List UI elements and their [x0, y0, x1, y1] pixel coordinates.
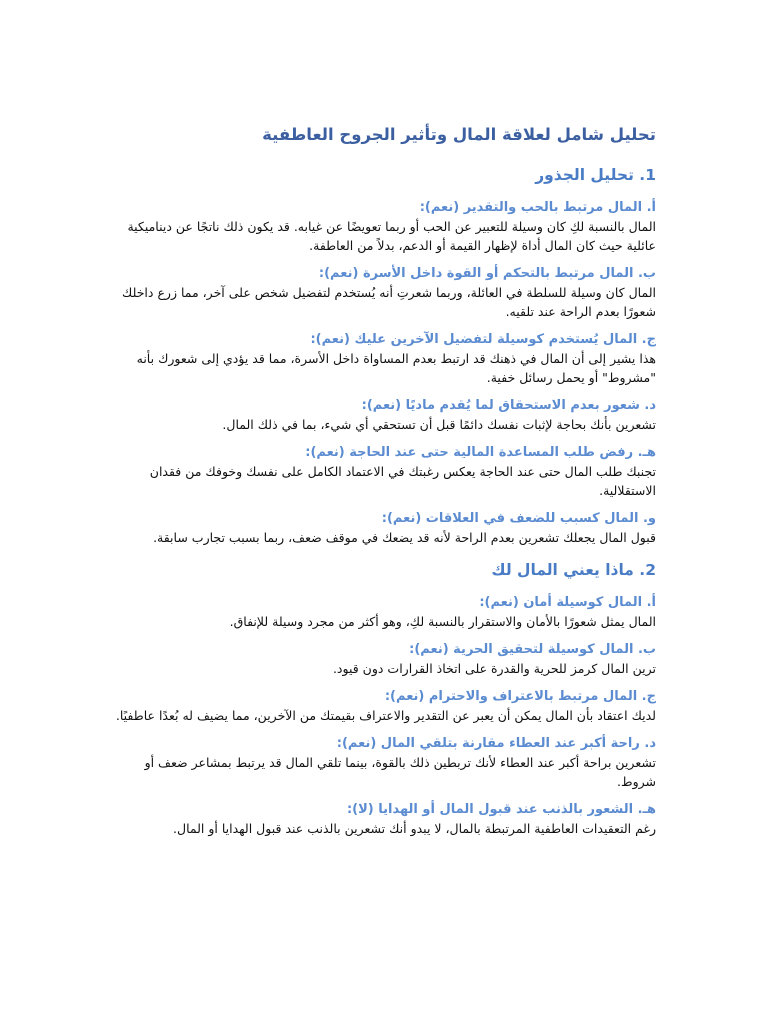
item-text: المال كان وسيلة للسلطة في العائلة، وربما شعرتِ أنه يُستخدم لتفضيل شخص على آخر، مما زرع داخلك شعورًا بعدم الراحة عند تلقيه. — [122, 285, 656, 319]
list-item — [112, 735, 656, 791]
item-text: ترين المال كرمز للحرية والقدرة على اتخاذ القرارات دون قيود. — [332, 661, 656, 676]
item-text: رغم التعقيدات العاطفية المرتبطة بالمال، لا يبدو أنك تشعرين بالذنب عند قبول الهدايا أو المال. — [173, 821, 656, 836]
item-text: لديك اعتقاد بأن المال يمكن أن يعبر عن التقدير والاعتراف بقيمتك من الآخرين، مما يضيف له بُعدًا عاطفيًا. — [115, 708, 656, 723]
item-heading: ج. المال مرتبط بالاعتراف والاحترام (نعم): — [384, 689, 656, 704]
list-item — [112, 444, 656, 500]
list-item — [112, 265, 656, 321]
section-title: 1. تحليل الجذور — [535, 166, 656, 184]
section-money-meaning — [112, 557, 656, 838]
item-text: قبول المال يجعلك تشعرين بعدم الراحة لأنه قد يضعك في موقف ضعف، ربما بسبب تجارب سابقة. — [153, 530, 656, 545]
list-item — [112, 510, 656, 547]
item-heading: أ. المال كوسيلة أمان (نعم): — [479, 595, 656, 610]
item-heading: ب. المال مرتبط بالتحكم أو القوة داخل الأسرة (نعم): — [318, 266, 656, 281]
list-item — [112, 199, 656, 255]
item-text: هذا يشير إلى أن المال في ذهنك قد ارتبط بعدم المساواة داخل الأسرة، مما قد يؤدي إلى شعورك بأنه "مشروط" أو يحمل رسائل خفية. — [136, 351, 656, 385]
list-item — [112, 641, 656, 678]
item-text: تجنبك طلب المال حتى عند الحاجة يعكس رغبتك في الاعتماد الكامل على نفسك وخوفك من فقدان الاستقلالية. — [149, 464, 656, 498]
item-heading: د. راحة أكبر عند العطاء مقارنة بتلقي المال (نعم): — [336, 736, 656, 751]
section-title: 2. ماذا يعني المال لك — [491, 561, 656, 579]
list-item — [112, 688, 656, 725]
item-heading: أ. المال مرتبط بالحب والتقدير (نعم): — [419, 200, 656, 215]
list-item — [112, 801, 656, 838]
item-text: تشعرين بأنك بحاجة لإثبات نفسك دائمًا قبل أن تستحقي أي شيء، بما في ذلك المال. — [222, 417, 656, 432]
list-item — [112, 397, 656, 434]
item-heading: هـ. الشعور بالذنب عند قبول المال أو الهدايا (لا): — [346, 802, 656, 817]
list-item — [112, 594, 656, 631]
item-text: المال بالنسبة لكِ كان وسيلة للتعبير عن الحب أو ربما تعويضًا عن غيابه. قد يكون ذلك ناتجًا عن ديناميكية عائلية حيث كان المال أداة لإظهار القيمة أو الدعم، بدلاً من العاطفة. — [127, 219, 656, 253]
document-body — [112, 122, 656, 848]
item-heading: ج. المال يُستخدم كوسيلة لتفضيل الآخرين عليك (نعم): — [310, 332, 656, 347]
item-heading: و. المال كسبب للضعف في العلاقات (نعم): — [381, 511, 656, 526]
item-heading: ب. المال كوسيلة لتحقيق الحرية (نعم): — [409, 642, 656, 657]
item-text: تشعرين براحة أكبر عند العطاء لأنك تربطين ذلك بالقوة، بينما تلقي المال قد يرتبط بمشاعر ضعف أو شروط. — [144, 755, 656, 789]
document-title: تحليل شامل لعلاقة المال وتأثير الجروح العاطفية — [262, 125, 656, 144]
list-item — [112, 331, 656, 387]
item-heading: د. شعور بعدم الاستحقاق لما يُقدم ماديًا (نعم): — [361, 398, 656, 413]
item-heading: هـ. رفض طلب المساعدة المالية حتى عند الحاجة (نعم): — [305, 445, 656, 460]
item-text: المال يمثل شعورًا بالأمان والاستقرار بالنسبة لكِ، وهو أكثر من مجرد وسيلة للإنفاق. — [229, 614, 656, 629]
section-roots-analysis — [112, 162, 656, 547]
